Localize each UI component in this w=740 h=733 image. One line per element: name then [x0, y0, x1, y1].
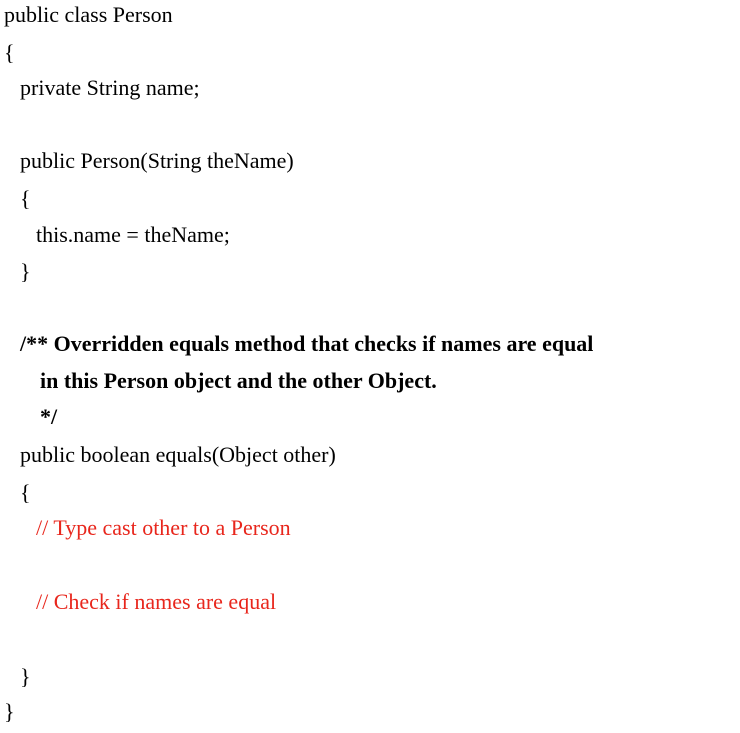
doc-comment-line-2: in this Person object and the other Object. [40, 368, 437, 393]
todo-comment-cast: // Type cast other to a Person [36, 515, 291, 540]
doc-comment-line-1: /** Overridden equals method that checks if names are equal [20, 331, 594, 356]
doc-comment-line-3: */ [40, 404, 58, 429]
constructor-body: this.name = theName; [36, 222, 230, 247]
class-declaration: public class Person [4, 2, 173, 27]
field-declaration: private String name; [20, 75, 200, 100]
constructor-close-brace: } [20, 259, 31, 284]
method-declaration: public boolean equals(Object other) [20, 442, 336, 467]
method-open-brace: { [20, 480, 31, 505]
class-close-brace: } [4, 699, 15, 724]
constructor-declaration: public Person(String theName) [20, 148, 294, 173]
todo-comment-check: // Check if names are equal [36, 589, 277, 614]
constructor-open-brace: { [20, 186, 31, 211]
class-open-brace: { [4, 40, 15, 65]
method-close-brace: } [20, 664, 31, 689]
